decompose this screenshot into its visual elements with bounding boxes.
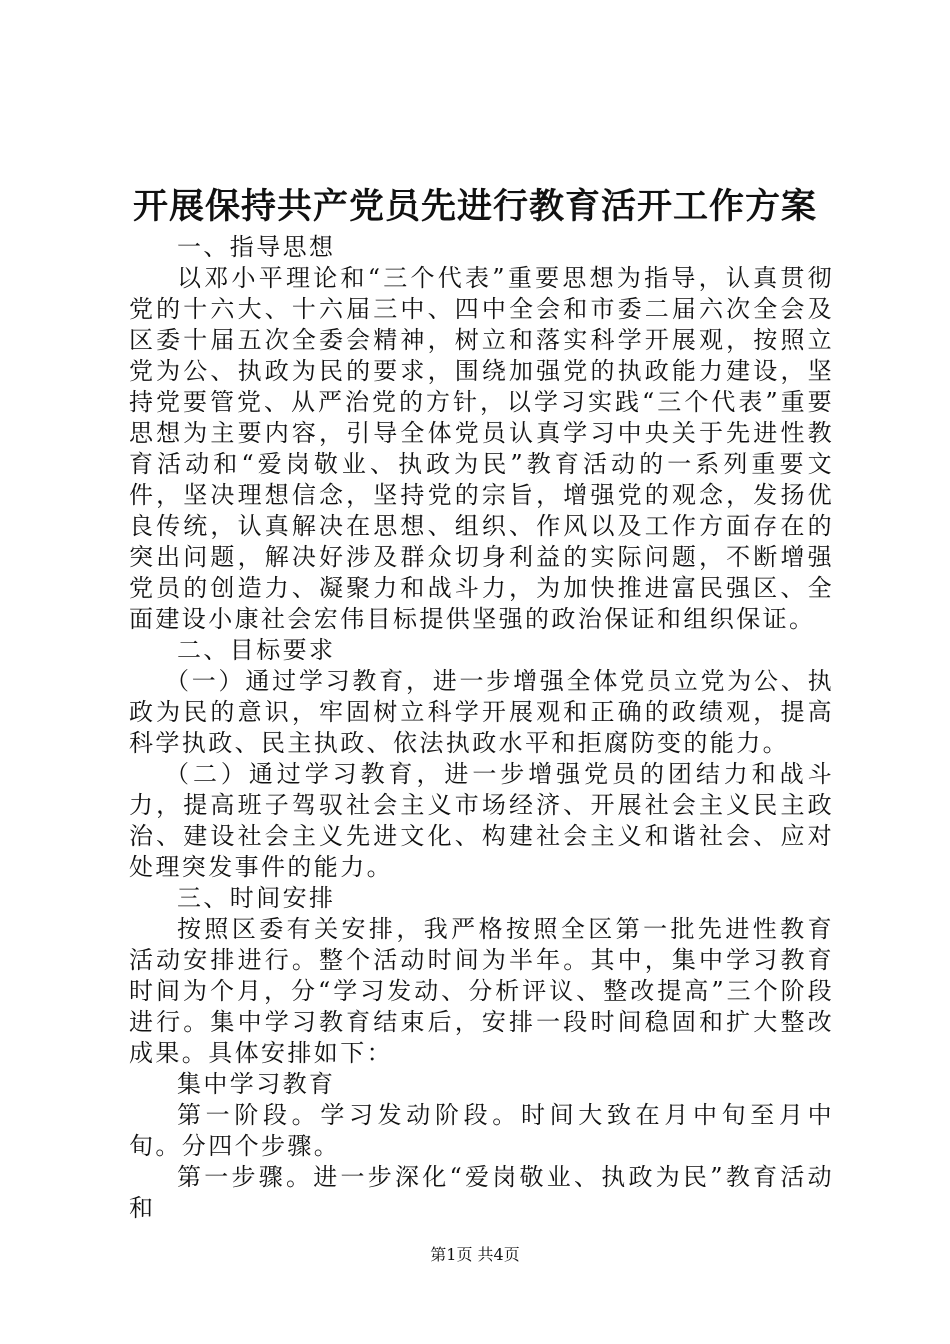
document-title: 开展保持共产党员先进行教育活开工作方案 (132, 186, 817, 227)
subheading-centralized-study: 集中学习教育 (177, 1070, 336, 1098)
section-heading-guiding-ideology: 一、指导思想 (177, 233, 336, 261)
section-heading-schedule: 三、时间安排 (177, 884, 336, 912)
paragraph-guiding-ideology: 以邓小平理论和“三个代表”重要思想为指导，认真贯彻党的十六大、十六届三中、四中全会和市委二届六次全会及区委十届五次全委会精神，树立和落实科学开展观，按照立党为公、执政为民的要求，围绕加强党的执政能力建设，坚持党要管党、从严治党的方针，以学习实践“三个代表”重要思想为主要内容，引导全体党员认真学习中央关于先进性教育活动和“爱岗敬业、执政为民”教育活动的一系列重要文件，坚决理想信念，坚持党的宗旨，增强党的观念，发扬优良传统，认真解决在思想、组织、作风以及工作方面存在的突出问题，解决好涉及群众切身利益的实际问题，不断增强党员的创造力、凝聚力和战斗力，为加快推进富民强区、全面建设小康社会宏伟目标提供坚强的政治保证和组织保证。 (129, 264, 834, 633)
section-heading-goals: 二、目标要求 (177, 636, 336, 664)
document-body (129, 232, 834, 1224)
page-footer: 第1页 共4页 (430, 1245, 520, 1264)
paragraph-schedule: 按照区委有关安排，我严格按照全区第一批先进性教育活动安排进行。整个活动时间为半年。其中，集中学习教育时间为个月，分“学习发动、分析评议、整改提高”三个阶段进行。集中学习教育结束后，安排一段时间稳固和扩大整改成果。具体安排如下： (129, 915, 834, 1067)
paragraph-goal-2: （二）通过学习教育，进一步增强党员的团结力和战斗力，提高班子驾驭社会主义市场经济、开展社会主义民主政治、建设社会主义先进文化、构建社会主义和谐社会、应对处理突发事件的能力。 (129, 760, 834, 881)
paragraph-goal-1: （一）通过学习教育，进一步增强全体党员立党为公、执政为民的意识，牢固树立科学开展观和正确的政绩观，提高科学执政、民主执政、依法执政水平和拒腐防变的能力。 (129, 667, 834, 757)
paragraph-stage-one: 第一阶段。学习发动阶段。时间大致在月中旬至月中旬。分四个步骤。 (129, 1101, 834, 1160)
paragraph-step-one: 第一步骤。进一步深化“爱岗敬业、执政为民”教育活动和 (129, 1163, 834, 1222)
